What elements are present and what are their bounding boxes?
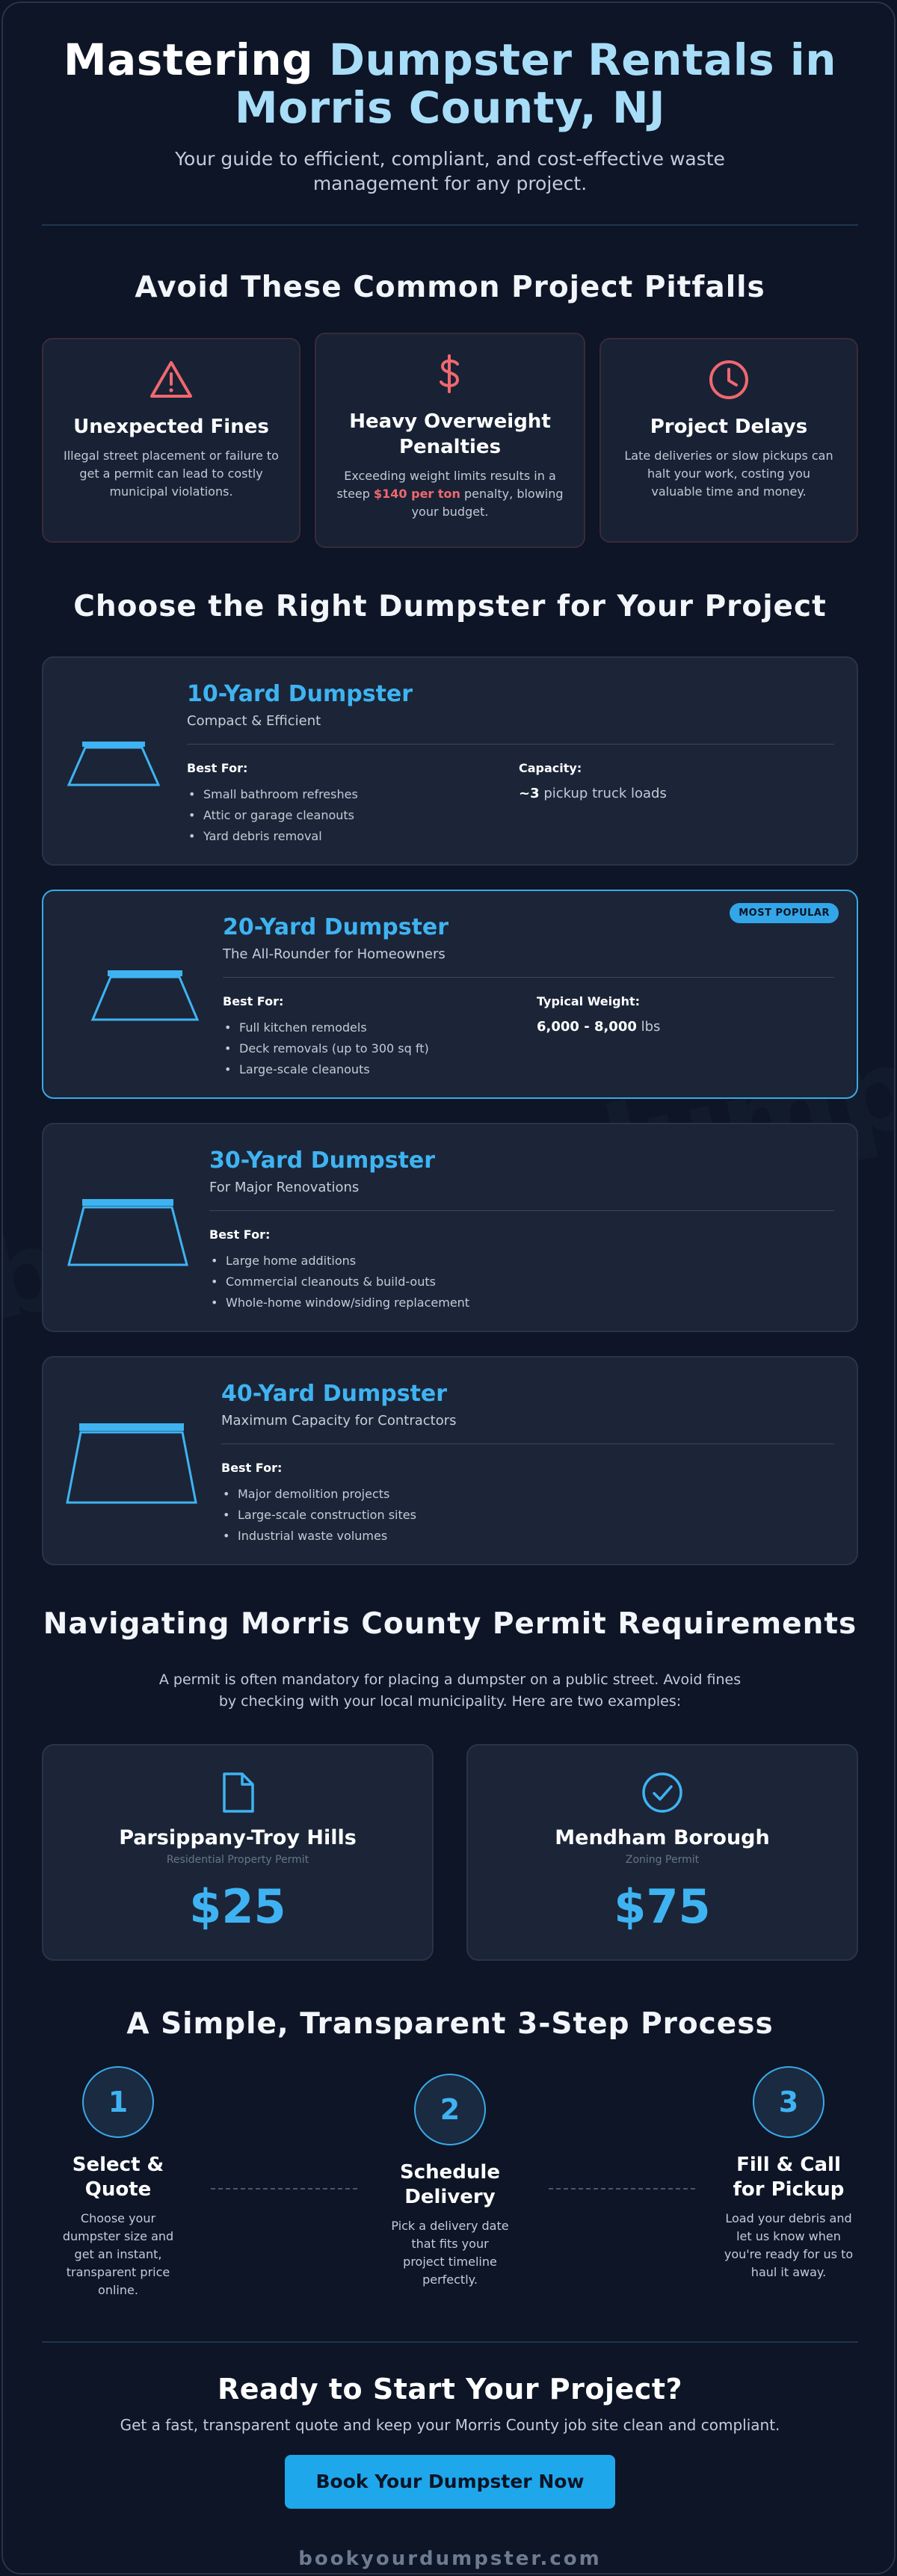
pitfall-text-after: penalty, blowing your budget. [411,487,564,519]
permit-card-mendham [466,1744,858,1961]
process-heading: A Simple, Transparent 3-Step Process [126,2007,774,2041]
page-title [42,36,858,132]
permit-municipality: Parsippany-Troy Hills [119,1826,357,1849]
weight-unit: lbs [636,1019,661,1035]
card-divider [187,744,834,745]
most-popular-badge: MOST POPULAR [730,903,839,923]
capacity-value [519,786,834,801]
step-text: Choose your dumpster size and get an instant, transparent price online. [62,2211,174,2297]
pitfall-title: Project Delays [650,416,808,438]
book-dumpster-button[interactable]: Book Your Dumpster Now [285,2455,615,2509]
dumpster-subtitle: The All-Rounder for Homeowners [223,946,446,962]
best-for-list [209,1251,834,1313]
list-item: • Full kitchen remodels [223,1017,537,1038]
pitfall-text [336,467,564,521]
card-divider [223,977,834,978]
permit-price: $25 [189,1879,286,1934]
page-subtitle: Your guide to efficient, compliant, and cost-effective waste management for any project. [175,148,725,194]
list-item: • Large-scale cleanouts [223,1059,537,1080]
dumpster-title: 10-Yard Dumpster [187,681,413,707]
dumpster-subtitle: For Major Renovations [209,1180,360,1195]
best-for-list [187,784,519,847]
step-1 [58,2066,178,2299]
list-item: • Whole-home window/siding replacement [209,1292,834,1313]
cta-text: Get a fast, transparent quote and keep your Morris County job site clean and compliant. [120,2416,780,2434]
best-for-label: Best For: [223,994,284,1008]
permit-type: Zoning Permit [625,1854,700,1866]
pitfall-title: Unexpected Fines [73,416,269,438]
list-item: • Small bathroom refreshes [187,784,519,805]
step-number: 3 [753,2066,824,2138]
best-for-label: Best For: [209,1227,271,1242]
pitfall-title: Heavy Overweight Penalties [349,410,551,458]
step-connector [549,2188,695,2190]
list-item: • Deck removals (up to 300 sq ft) [223,1038,537,1059]
step-title: Schedule Delivery [400,2161,500,2208]
weight-label: Typical Weight: [537,994,641,1008]
dumpsters-heading: Choose the Right Dumpster for Your Project [73,590,827,623]
dumpster-40-icon [64,1422,199,1506]
title-end: Morris County, NJ [234,82,666,133]
step-text: Pick a delivery date that fits your project timeline perfectly. [391,2219,509,2287]
step-title: Fill & Call for Pickup [733,2154,845,2201]
best-for-list [223,1017,537,1080]
title-start: Mastering [63,34,314,85]
dumpster-card-40 [42,1356,858,1565]
step-number: 2 [414,2074,486,2145]
hero [42,3,858,196]
dumpster-title: 40-Yard Dumpster [221,1381,448,1407]
best-for-label: Best For: [221,1461,283,1475]
pitfall-text: Illegal street placement or failure to get a permit can lead to costly municipal violations. [64,449,279,499]
list-item: • Attic or garage cleanouts [187,805,519,826]
warning-triangle-icon [149,359,194,401]
dollar-sign-icon [435,354,465,395]
main-content [3,3,896,2570]
card-divider [209,1210,834,1211]
list-item: • Large-scale construction sites [221,1505,834,1526]
footer-site[interactable]: bookyourdumpster.com [298,2548,602,2570]
best-for-label: Best For: [187,761,248,775]
process-steps [42,2063,858,2317]
clock-icon [708,359,750,401]
pitfall-card-fines [42,338,300,543]
card-divider [221,1443,834,1444]
dumpster-card-10 [42,656,858,866]
cta-divider [42,2341,858,2343]
pitfall-card-delays [599,338,858,543]
page-frame [1,1,896,2575]
step-3 [719,2066,858,2281]
dumpster-20-icon [90,969,200,1023]
list-item: • Yard debris removal [187,826,519,847]
pitfall-text-before: Exceeding weight limits results in a steep [336,469,556,501]
pitfalls-heading: Avoid These Common Project Pitfalls [135,271,765,304]
step-number: 1 [82,2066,154,2138]
permit-municipality: Mendham Borough [555,1826,770,1849]
permits-intro: A permit is often mandatory for placing a dumpster on a public street. Avoid fines by checking with your local municipality. Here are two examples: [158,1671,742,1710]
permits-row [42,1744,858,1961]
dumpster-title: 30-Yard Dumpster [209,1147,436,1174]
list-item: • Major demolition projects [221,1484,834,1505]
dumpster-subtitle: Compact & Efficient [187,713,321,729]
document-icon [220,1771,256,1814]
capacity-unit: pickup truck loads [539,786,667,801]
permit-type: Residential Property Permit [166,1854,309,1866]
dumpster-30-icon [66,1198,190,1268]
step-2 [390,2074,510,2289]
step-title: Select & Quote [72,2154,164,2201]
list-item: • Industrial waste volumes [221,1526,834,1547]
list-item: • Commercial cleanouts & build-outs [209,1272,834,1292]
dumpster-title: 20-Yard Dumpster [223,914,449,940]
permit-card-parsippany [42,1744,434,1961]
permit-price: $75 [614,1879,711,1934]
penalty-highlight: $140 per ton [374,487,460,501]
capacity-number: ~3 [519,786,540,801]
list-item: • Large home additions [209,1251,834,1272]
permits-heading: Navigating Morris County Permit Requirements [43,1607,857,1641]
cta-heading: Ready to Start Your Project? [217,2373,683,2406]
dumpster-10-icon [66,740,161,788]
dumpster-subtitle: Maximum Capacity for Contractors [221,1413,457,1429]
step-text: Load your debris and let us know when you're ready for us to haul it away. [724,2211,854,2279]
weight-value [537,1019,834,1035]
step-connector [211,2188,357,2190]
dumpster-card-20 [42,890,858,1099]
check-circle-icon [641,1771,684,1814]
capacity-label: Capacity: [519,761,582,775]
weight-number: 6,000 - 8,000 [537,1019,637,1035]
pitfall-text: Late deliveries or slow pickups can halt your work, costing you valuable time and money. [624,449,833,499]
best-for-list [221,1484,834,1547]
header-divider [42,224,858,226]
title-accent: Dumpster Rentals in [328,34,837,85]
pitfall-card-overweight [315,333,585,548]
pitfalls-row [42,333,858,548]
dumpster-card-30 [42,1123,858,1332]
cta-section [42,2373,858,2570]
